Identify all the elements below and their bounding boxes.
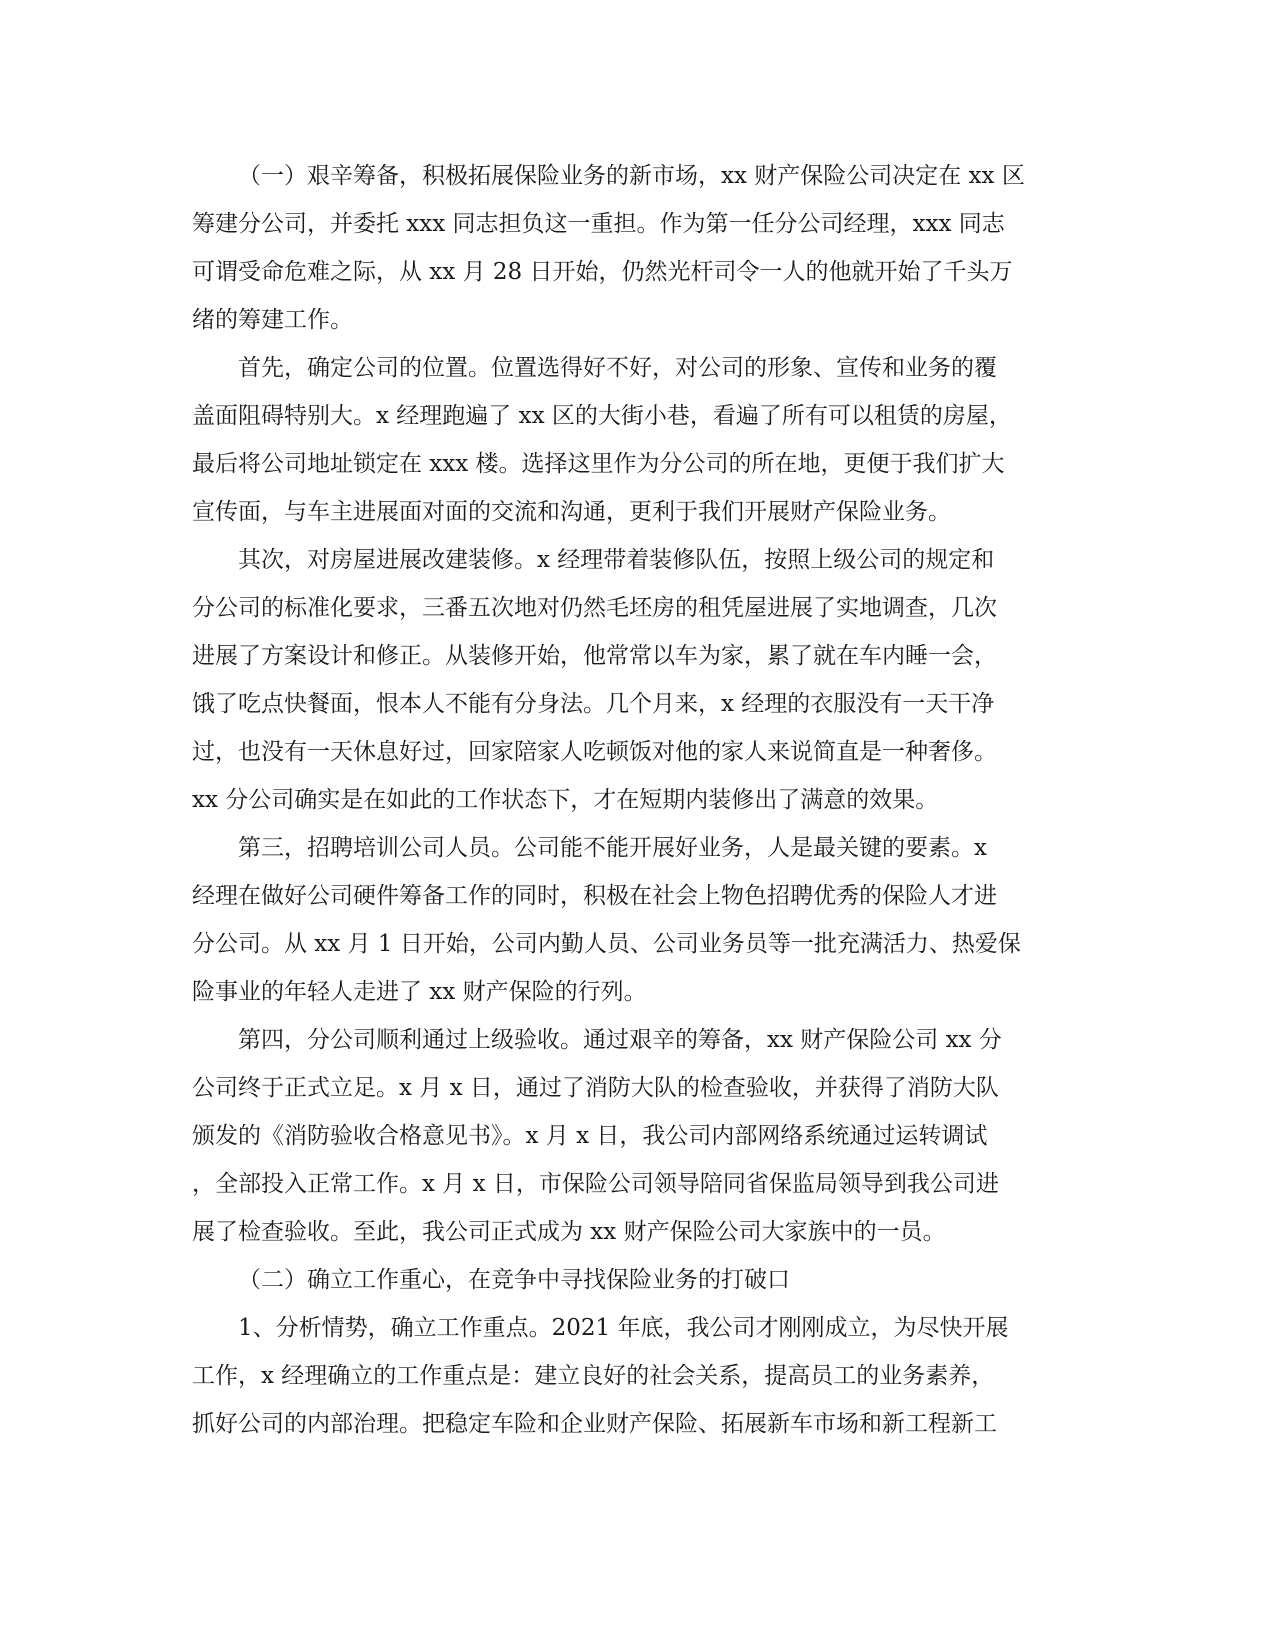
text-line: 过，也没有一天休息好过，回家陪家人吃顿饭对他的家人来说简直是一种奢侈。: [192, 739, 997, 765]
text-line: 展了检查验收。至此，我公司正式成为 xx 财产保险公司大家族中的一员。: [192, 1219, 946, 1245]
text-line: 第四，分公司顺利通过上级验收。通过艰辛的筹备，xx 财产保险公司 xx 分: [238, 1027, 1002, 1053]
text-line: （一）艰辛筹备，积极拓展保险业务的新市场，xx 财产保险公司决定在 xx 区: [238, 163, 1025, 189]
text-line: 可谓受命危难之际，从 xx 月 28 日开始，仍然光杆司令一人的他就开始了千头万: [192, 259, 1013, 285]
text-line: 分公司的标准化要求，三番五次地对仍然毛坯房的租凭屋进展了实地调查，几次: [192, 595, 997, 621]
text-line: 进展了方案设计和修正。从装修开始，他常常以车为家，累了就在车内睡一会，: [192, 643, 997, 669]
text-line: 筹建分公司，并委托 xxx 同志担负这一重担。作为第一任分公司经理，xxx 同志: [192, 211, 1005, 237]
text-line: 首先，确定公司的位置。位置选得好不好，对公司的形象、宣传和业务的覆: [238, 355, 997, 381]
text-line: 1、分析情势，确立工作重点。2021 年底，我公司才刚刚成立，为尽快开展: [238, 1315, 1009, 1341]
text-line: 宣传面，与车主进展面对面的交流和沟通，更利于我们开展财产保险业务。: [192, 499, 951, 525]
text-line: 盖面阻碍特别大。x 经理跑遍了 xx 区的大街小巷，看遍了所有可以租赁的房屋，: [192, 403, 1012, 429]
text-line: 工作，x 经理确立的工作重点是：建立良好的社会关系，提高员工的业务素养，: [192, 1363, 995, 1389]
text-line: 经理在做好公司硬件筹备工作的同时，积极在社会上物色招聘优秀的保险人才进: [192, 883, 997, 909]
text-line: 最后将公司地址锁定在 xxx 楼。选择这里作为分公司的所在地，更便于我们扩大: [192, 451, 1005, 477]
document-body: [192, 152, 1072, 1448]
text-line: 绪的筹建工作。: [192, 307, 353, 333]
text-line: xx 分公司确实是在如此的工作状态下，才在短期内装修出了满意的效果。: [192, 787, 939, 813]
text-line: 其次，对房屋进展改建装修。x 经理带着装修队伍，按照上级公司的规定和: [238, 547, 995, 573]
text-line: 第三，招聘培训公司人员。公司能不能开展好业务，人是最关键的要素。x: [238, 835, 987, 861]
text-line: 险事业的年轻人走进了 xx 财产保险的行列。: [192, 979, 647, 1005]
text-line: 分公司。从 xx 月 1 日开始，公司内勤人员、公司业务员等一批充满活力、热爱保: [192, 931, 1021, 957]
text-line: 公司终于正式立足。x 月 x 日，通过了消防大队的检查验收，并获得了消防大队: [192, 1075, 999, 1101]
text-line: 抓好公司的内部治理。把稳定车险和企业财产保险、拓展新车市场和新工程新工: [192, 1411, 997, 1437]
text-line: 颁发的《消防验收合格意见书》。x 月 x 日，我公司内部网络系统通过运转调试: [192, 1123, 988, 1149]
section-heading: （二）确立工作重心，在竞争中寻找保险业务的打破口: [238, 1267, 790, 1293]
text-line: ，全部投入正常工作。x 月 x 日，市保险公司领导陪同省保监局领导到我公司进: [192, 1171, 999, 1197]
text-line: 饿了吃点快餐面，恨本人不能有分身法。几个月来，x 经理的衣服没有一天干净: [192, 691, 995, 717]
